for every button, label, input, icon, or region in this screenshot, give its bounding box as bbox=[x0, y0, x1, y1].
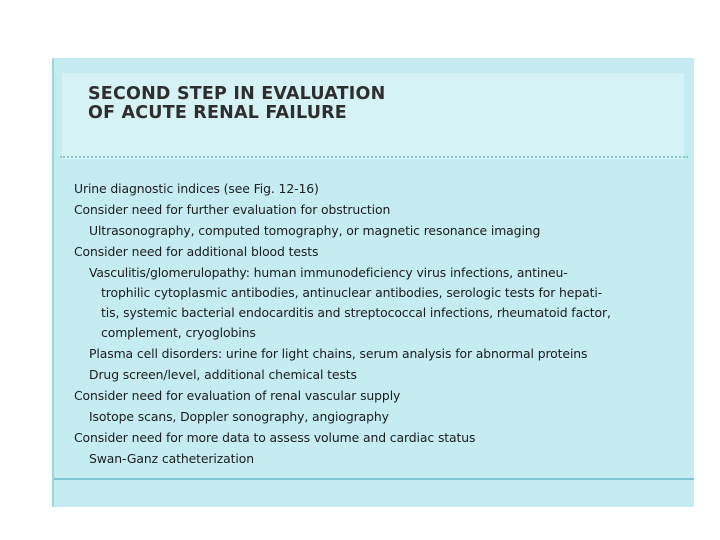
title-line-2: OF ACUTE RENAL FAILURE bbox=[88, 103, 347, 123]
list-item: Isotope scans, Doppler sonography, angiography bbox=[89, 409, 389, 424]
list-item: Consider need for more data to assess volume and cardiac status bbox=[74, 430, 476, 445]
list-item: Consider need for additional blood tests bbox=[74, 244, 319, 259]
list-item: complement, cryoglobins bbox=[101, 325, 256, 340]
list-item: Plasma cell disorders: urine for light chains, serum analysis for abnormal proteins bbox=[89, 346, 588, 361]
list-item: Consider need for evaluation of renal vascular supply bbox=[74, 388, 401, 403]
table-figure bbox=[52, 58, 694, 507]
list-item: trophilic cytoplasmic antibodies, antinuclear antibodies, serologic tests for hepati- bbox=[101, 285, 603, 300]
title-line-1: SECOND STEP IN EVALUATION bbox=[88, 84, 386, 104]
figure-header bbox=[62, 73, 684, 159]
figure-title bbox=[88, 85, 385, 123]
figure-body bbox=[74, 178, 689, 469]
list-item: Consider need for further evaluation for obstruction bbox=[74, 202, 391, 217]
list-item: Urine diagnostic indices (see Fig. 12-16) bbox=[74, 181, 319, 196]
list-item: Drug screen/level, additional chemical tests bbox=[89, 367, 357, 382]
list-item: tis, systemic bacterial endocarditis and streptococcal infections, rheumatoid factor, bbox=[101, 305, 611, 320]
list-item: Ultrasonography, computed tomography, or magnetic resonance imaging bbox=[89, 223, 541, 238]
bottom-rule bbox=[54, 478, 694, 480]
list-item: Swan-Ganz catheterization bbox=[89, 451, 254, 466]
dotted-divider bbox=[60, 156, 688, 158]
list-item: Vasculitis/glomerulopathy: human immunodeficiency virus infections, antineu- bbox=[89, 265, 568, 280]
